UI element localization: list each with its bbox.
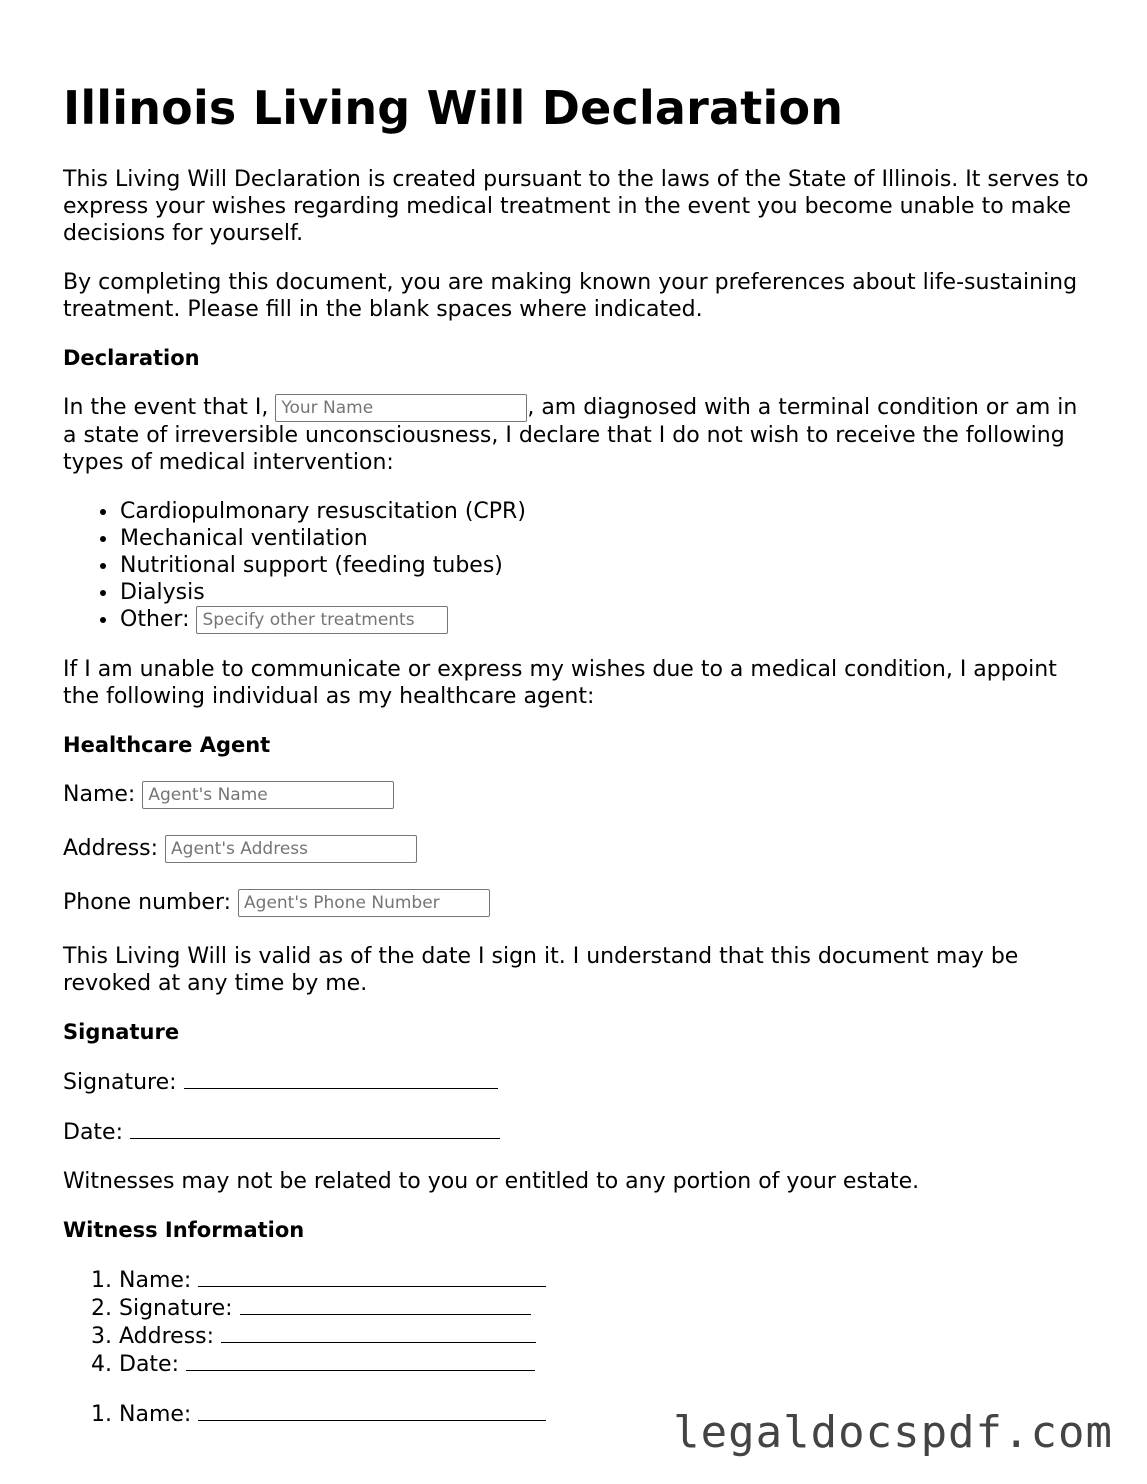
- agent-name-row: [63, 781, 1093, 809]
- agent-address-label: Address:: [63, 836, 166, 861]
- agent-address-row: [63, 835, 1093, 863]
- healthcare-agent-heading: Healthcare Agent: [63, 733, 271, 757]
- witness-1-address: [119, 1322, 1093, 1350]
- witness-1-name-line: [198, 1266, 546, 1287]
- declaration-prefix: In the event that I,: [63, 395, 276, 420]
- declaration-suffix: , am diagnosed with a terminal condition or am in a state of irreversible unconsciousness, I declare that I do not wish to receive the following types of medical intervention:: [63, 395, 1078, 475]
- declaration-heading: Declaration: [63, 346, 200, 370]
- signature-heading: Signature: [63, 1020, 180, 1044]
- witness-1-list: [63, 1266, 1093, 1378]
- witness-2-name-label: Name:: [119, 1402, 199, 1427]
- witness-note: Witnesses may not be related to you or entitled to any portion of your estate.: [63, 1169, 920, 1194]
- agent-phone-input[interactable]: [238, 889, 490, 917]
- witness-1-signature-line: [240, 1294, 531, 1315]
- signature-line-row: [63, 1068, 1093, 1096]
- treatment-item-dialysis: • Dialysis: [119, 579, 1093, 606]
- witness-2-name-line: [198, 1400, 546, 1421]
- witness-1-signature: [119, 1294, 1093, 1322]
- witness-1-date-label: Date:: [119, 1352, 186, 1377]
- other-label: Other:: [120, 607, 197, 632]
- treatment-item-other: [119, 606, 1093, 634]
- witness-1-address-label: Address:: [119, 1324, 222, 1349]
- signature-label: Signature:: [63, 1070, 184, 1095]
- treatment-list: [63, 498, 1093, 634]
- date-label: Date:: [63, 1120, 130, 1145]
- agent-name-input[interactable]: [142, 781, 394, 809]
- declaration-paragraph: [63, 394, 1093, 476]
- other-treatments-input[interactable]: [196, 606, 448, 634]
- witness-information-heading: Witness Information: [63, 1218, 305, 1242]
- date-line: [130, 1118, 500, 1139]
- witness-1-address-line: [221, 1322, 536, 1343]
- date-line-row: [63, 1118, 1093, 1146]
- treatment-item-nutrition: • Nutritional support (feeding tubes): [119, 552, 1093, 579]
- agent-phone-label: Phone number:: [63, 890, 239, 915]
- appoint-paragraph: If I am unable to communicate or express my wishes due to a medical condition, I appoint the following individual as my healthcare agent:: [63, 657, 1057, 709]
- intro-paragraph-1: This Living Will Declaration is created pursuant to the laws of the State of Illinois. It serves to express your wishes regarding medical treatment in the event you become unable to make decisions for yourself.: [63, 167, 1089, 246]
- witness-1-date-line: [186, 1350, 535, 1371]
- witness-1-name-label: Name:: [119, 1268, 199, 1293]
- signature-line: [184, 1068, 498, 1089]
- your-name-input[interactable]: [275, 394, 527, 422]
- watermark-logo: legaldocspdf.com: [673, 1407, 1113, 1458]
- document-page: [63, 80, 1093, 1450]
- intro-paragraph-2: By completing this document, you are making known your preferences about life-sustaining treatment. Please fill in the blank spaces where indicated.: [63, 270, 1078, 322]
- treatment-item-cpr: • Cardiopulmonary resuscitation (CPR): [119, 498, 1093, 525]
- witness-1-signature-label: Signature:: [119, 1296, 240, 1321]
- validity-paragraph: This Living Will is valid as of the date I sign it. I understand that this document may be revoked at any time by me.: [63, 944, 1019, 996]
- witness-1-name: [119, 1266, 1093, 1294]
- agent-address-input[interactable]: [165, 835, 417, 863]
- document-title: Illinois Living Will Declaration: [63, 81, 844, 135]
- treatment-item-ventilation: • Mechanical ventilation: [119, 525, 1093, 552]
- agent-name-label: Name:: [63, 782, 143, 807]
- agent-phone-row: [63, 889, 1093, 917]
- witness-1-date: [119, 1350, 1093, 1378]
